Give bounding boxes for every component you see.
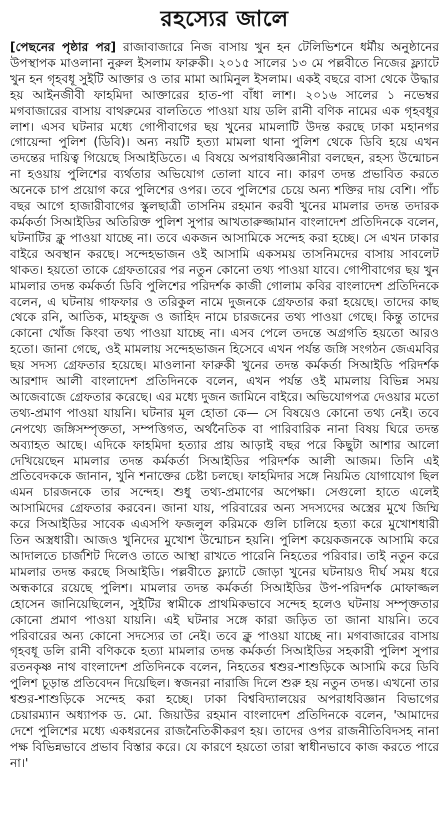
article-headline: রহস্যের জালে (160, 7, 289, 32)
continued-from-back-page-label: [পেছনের পৃষ্ঠার পর] (10, 40, 117, 54)
article-text: রাজাবাজারে নিজ বাসায় খুন হন টেলিভিশনে ধর্মীয় অনুষ্ঠানের উপস্থাপক মাওলানা নুরুল ইসলাম ফারুকী। ২০১৫ সালের ১৩ মে পল্লবীতে নিজের ফ্ল্যাটে খুন হন গৃহবধূ সুইটি আক্তার ও তার মামা আমিনুল ইসলাম। একই বছরে বাসা থেকে উদ্ধার হয় আইনজীবী ফাহমিদা আক্তারের হাত-পা বাঁধা লাশ। ২০১৬ সালের ১ নভেম্বর মগবাজারের বাসায় বাথরুমের বালতিতে পাওয়া যায় ডলি রানী বণিক নামের এক গৃহবধূর লাশ। এসব ঘটনার মধ্যে গোপীবাগের ছয় খুনের মামলাটি উদন্ত করছে ঢাকা মহানগর গোয়েন্দা পুলিশ (ডিবি)। অন্য নয়টি হত্যা মামলা থানা পুলিশ থেকে ডিবি হয়ে এখন তদন্তের দায়িত্ব গিয়েছে সিআইডিতে। এ বিষয়ে অপরাধবিজ্ঞানীরা বলছেন, রহস্য উন্মোচন না হওয়ায় পুলিশের ব্যর্থতার অভিযোগ তোলা যাবে না। কারণ তদন্ত প্রভাবিত করতে অনেকে চাপ প্রয়োগ করে পুলিশের ওপর। তবে পুলিশের চেয়ে অন্য শক্তির দায় বেশি। পাঁচ বছর আগে হাজারীবাগের স্কুলছাত্রী তাসনিম রহমান করবী খুনের মামলার তদন্ত তদারক কর্মকর্তা সিআইডির অতিরিক্ত পুলিশ সুপার আখতারুজ্জামান বাংলাদেশ প্রতিদিনকে বলেন, ঘটনাটির ক্লু পাওয়া যাচ্ছে না। তবে একজন আসামিকে সন্দেহ করা হচ্ছে। সে এখন ঢাকার বাইরে অবস্থান করছে। সন্দেহভাজন ওই আসামি একসময় তাসনিমদের বাসায় সাবলেট থাকত। হয়তো তাকে গ্রেফতারের পর নতুন কোনো তথ্য পাওয়া যাবে। গোপীবাগের ছয় খুন মামলার তদন্ত কর্মকর্তা ডিবি পুলিশের পরিদর্শক কাজী গোলাম কবির বাংলাদেশ প্রতিদিনকে বলেন, এ ঘটনায় গাফফার ও তরিকুল নামে দুজনকে গ্রেফতার করা হয়েছে। তাদের কাছ থেকে রনি, আতিক, মাহফুজ ও জাহিদ নামে চারজনের তথ্য পাওয়া গেছে। কিন্তু তাদের কোনো খোঁজ কিংবা তথ্য পাওয়া যাচ্ছে না। এসব পেলে তদন্তে অগ্রগতি হয়তো আরও হতো। জানা গেছে, ওই মামলায় সন্দেহভাজন হিসেবে এখন পর্যন্ত জঙ্গি সংগঠন জেএমবির ছয় সদস্য গ্রেফতার হয়েছে। মাওলানা ফারুকী খুনের তদন্ত কর্মকর্তা সিআইডি পরিদর্শক আরশাদ আলী বাংলাদেশ প্রতিদিনকে বলেন, এখন পর্যন্ত ওই মামলায় বিভিন্ন সময় আজেবাজে গ্রেফতার করেছে। এর মধ্যে দুজন জামিনে বাইরে। অভিযোগপত্র দেওয়ার মতো তথ্য-প্রমাণ পাওয়া যায়নি। ঘটনার মূল হোতা কে— সে বিষয়েও কোনো তথ্য নেই। তবে নেপথ্যে জঙ্গিসম্পৃক্ততা, সম্পত্তিগত, অর্থনৈতিক বা পারিবারিক নানা বিষয় ঘিরে তদন্ত অব্যাহত আছে। এদিকে ফাহমিদা হত্যার প্রায় আড়াই বছর পরে কিছুটা আশার আলো দেখিয়েছেন মামলার তদন্ত কর্মকর্তা সিআইডির পরিদর্শক আলী আজম। তিনি এই প্রতিবেদককে জানান, খুনি শনাক্তের চেষ্টা চলছে। ফাহমিদার সঙ্গে নিয়মিত যোগাযোগ ছিল এমন চারজনকে তার সন্দেহ। শুধু তথ্য-প্রমাণের অপেক্ষা। সেগুলো হাতে এলেই আসামিদের গ্রেফতার করবেন। জানা যায়, পরিবারের অন্য সদস্যদের অস্ত্রের মুখে জিম্মি করে সিআইডির সাবেক এএসপি ফজলুল করিমকে গুলি চালিয়ে হত্যা করে মুখোশধারী তিন অস্ত্রধারী। আজও খুনিদের মুখোশ উন্মোচন হয়নি। পুলিশ কয়েকজনকে আসামি করে আদালতে চার্জশিট দিলেও তাতে আস্থা রাখতে পারেনি নিহতের পরিবার। তাই নতুন করে মামলার তদন্ত করছে সিআইডি। পল্লবীতে ফ্ল্যাটে জোড়া খুনের ঘটনায়ও দীর্ঘ সময় ধরে অন্ধকারে রয়েছে পুলিশ। মামলার তদন্ত কর্মকর্তা সিআইডির উপ-পরিদর্শক মোফাজ্জল হোসেন জানিয়েছিলেন, সুইটির স্বামীকে প্রাথমিকভাবে সন্দেহ হলেও ঘটনায় সম্পৃক্ততার কোনো প্রমাণ পাওয়া যায়নি। এই ঘটনার সঙ্গে কারা জড়িত তা জানা যায়নি। তবে পরিবারের অন্য কোনো সদস্যের তা নেই। তবে ক্লু পাওয়া যাচ্ছে না। মগবাজারের বাসায় গৃহবধূ ডলি রানী বণিককে হত্যা মামলার তদন্ত কর্মকর্তা সিআইডির সহকারী পুলিশ সুপার রতনকৃষ্ণ নাথ বাংলাদেশ প্রতিদিনকে বলেন, নিহতের শ্বশুর-শাশুড়িকে আসামি করে ডিবি পুলিশ চূড়ান্ত প্রতিবেদন দিয়েছিল। স্বজনরা নারাজি দিলে শুরু হয় নতুন তদন্ত। এখনো তার শ্বশুর-শাশুড়িকে সন্দেহ করা হচ্ছে। ঢাকা বিশ্ববিদ্যালয়ের অপরাধবিজ্ঞান বিভাগের চেয়ারম্যান অধ্যাপক ড. মো. জিয়াউর রহমান বাংলাদেশ প্রতিদিনকে বলেন, 'আমাদের দেশে পুলিশের মধ্যে একধরনের রাজনৈতিকীকরণ হয়। তাদের ওপর রাজনীতিবিদসহ নানা পক্ষ বিভিন্নভাবে প্রভাব বিস্তার করে। যে কারণে হয়তো তারা স্বাধীনভাবে কাজ করতে পারে না।' (10, 40, 439, 770)
article-body (10, 40, 439, 830)
